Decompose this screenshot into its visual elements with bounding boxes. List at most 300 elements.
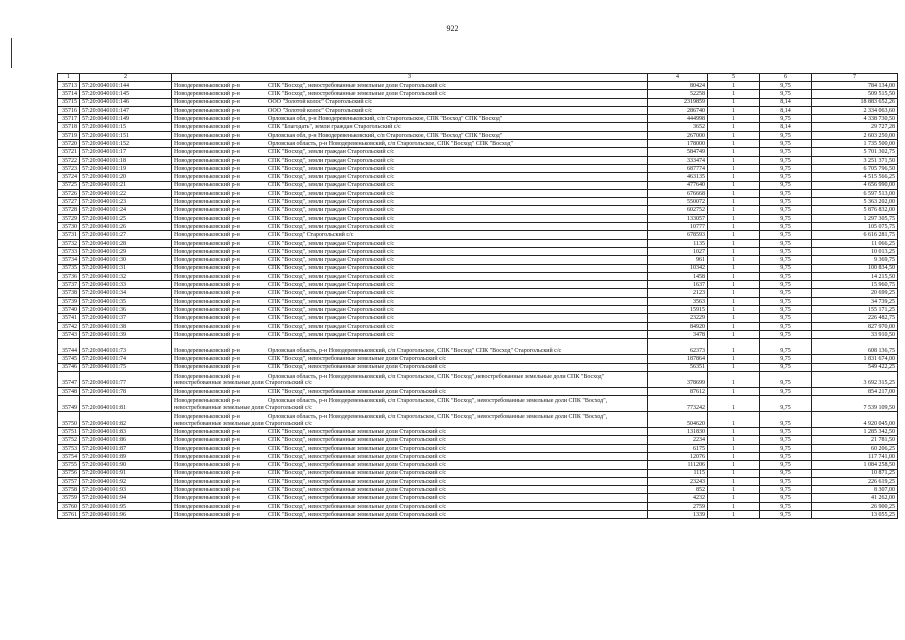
land-description: СПК "Восход", невостребованные земельные доли Старогольский с/с	[268, 453, 447, 460]
location-description	[172, 452, 648, 460]
land-description: СПК "Восход", земли граждан Старогольский с/с	[268, 215, 395, 222]
cadastral-number: 57:20:0040101:27	[80, 231, 172, 239]
location-description	[172, 428, 648, 436]
location-description	[172, 486, 648, 494]
district-name: Новодеревеньковский р-н	[174, 265, 240, 272]
quantity-value: 1	[708, 428, 760, 436]
row-number: 35748	[58, 387, 80, 395]
cadastral-number: 57:20:0040101:17	[80, 148, 172, 156]
location-description	[172, 206, 648, 214]
cadastral-number: 57:20:0040101:39	[80, 330, 172, 338]
location-description	[172, 363, 648, 371]
quantity-value: 1	[708, 387, 760, 395]
location-description	[172, 502, 648, 510]
land-description: СПК "Восход", земли граждан Старогольский с/с	[268, 165, 395, 172]
row-number: 35731	[58, 231, 80, 239]
rate-value: 9,75	[760, 371, 812, 387]
quantity-value: 1	[708, 396, 760, 412]
rate-value: 9,75	[760, 181, 812, 189]
land-description: СПК "Восход", земли граждан Старогольский с/с	[268, 282, 395, 289]
rate-value: 9,75	[760, 247, 812, 255]
sum-value: 26 900,25	[812, 502, 898, 510]
cadastral-number: 57:20:0040101:86	[80, 436, 172, 444]
row-number: 35729	[58, 214, 80, 222]
quantity-value: 1	[708, 511, 760, 519]
rate-value: 9,75	[760, 173, 812, 181]
location-description	[172, 355, 648, 363]
land-description: СПК "Восход", земли граждан Старогольский с/с	[268, 149, 395, 156]
rate-value: 9,75	[760, 189, 812, 197]
row-number: 35728	[58, 206, 80, 214]
rate-value: 9,75	[760, 148, 812, 156]
quantity-value: 1	[708, 322, 760, 330]
sum-value: 3 692 315,25	[812, 371, 898, 387]
area-value: 84920	[648, 322, 708, 330]
area-value: 504620	[648, 412, 708, 428]
rate-value: 9,75	[760, 469, 812, 477]
quantity-value: 1	[708, 115, 760, 123]
location-description	[172, 140, 648, 148]
table-row	[58, 444, 898, 452]
sum-value: 2 603 250,00	[812, 131, 898, 139]
sum-value: 13 055,25	[812, 511, 898, 519]
area-value: 477640	[648, 181, 708, 189]
district-name: Новодеревеньковский р-н	[174, 331, 240, 338]
land-description: ООО "Золотой колос" Старогольский с/с	[268, 107, 373, 114]
cadastral-number: 57:20:0040101:32	[80, 272, 172, 280]
row-number: 35723	[58, 164, 80, 172]
cadastral-number: 57:20:0040101:96	[80, 511, 172, 519]
sum-value: 5 876 832,00	[812, 206, 898, 214]
cadastral-number: 57:20:0040101:144	[80, 82, 172, 90]
sum-value: 7 539 109,50	[812, 396, 898, 412]
row-number: 35746	[58, 363, 80, 371]
table-row	[58, 247, 898, 255]
land-description: СПК "Восход", земли граждан Старогольский с/с	[268, 290, 395, 297]
table-row	[58, 494, 898, 502]
location-description	[172, 387, 648, 395]
rate-value: 9,75	[760, 272, 812, 280]
quantity-value: 1	[708, 239, 760, 247]
land-description: ООО "Золотой колос" Старогольский с/с	[268, 99, 373, 106]
row-number: 35714	[58, 90, 80, 98]
land-description: Орловская область, р-н Новодеревеньковский, с/п Старогольское, СПК "Восход", невостребованные земельные доли СПК "Восход", невостребованные земельные доли Старогольский с/с	[174, 398, 608, 411]
row-number: 35724	[58, 173, 80, 181]
district-name: Новодеревеньковский р-н	[174, 495, 240, 502]
quantity-value: 1	[708, 355, 760, 363]
district-name: Новодеревеньковский р-н	[174, 190, 240, 197]
sum-value: 1 297 305,75	[812, 214, 898, 222]
quantity-value: 1	[708, 477, 760, 485]
row-number: 35734	[58, 256, 80, 264]
row-number: 35717	[58, 115, 80, 123]
district-name: Новодеревеньковский р-н	[174, 356, 240, 363]
sum-value: 21 781,50	[812, 436, 898, 444]
table-row	[58, 223, 898, 231]
cadastral-number: 57:20:0040101:146	[80, 98, 172, 106]
land-description: СПК "Восход", невостребованные земельные доли Старогольский с/с	[268, 91, 447, 98]
quantity-value: 1	[708, 264, 760, 272]
row-number: 35737	[58, 281, 80, 289]
cadastral-number: 57:20:0040101:145	[80, 90, 172, 98]
sum-value: 854 217,00	[812, 387, 898, 395]
area-value: 773242	[648, 396, 708, 412]
cadastral-number: 57:20:0040101:149	[80, 115, 172, 123]
cadastral-number: 57:20:0040101:18	[80, 156, 172, 164]
sum-value: 33 910,50	[812, 330, 898, 338]
row-number: 35739	[58, 297, 80, 305]
table-row	[58, 214, 898, 222]
page-number: 922	[446, 24, 459, 33]
quantity-value: 1	[708, 140, 760, 148]
area-value: 133057	[648, 214, 708, 222]
sum-value: 5 701 302,75	[812, 148, 898, 156]
quantity-value: 1	[708, 363, 760, 371]
sum-value: 60 206,25	[812, 444, 898, 452]
location-description	[172, 223, 648, 231]
quantity-value: 1	[708, 98, 760, 106]
quantity-value: 1	[708, 156, 760, 164]
quantity-value: 1	[708, 247, 760, 255]
sum-value: 4 515 566,25	[812, 173, 898, 181]
table-row	[58, 297, 898, 305]
quantity-value: 1	[708, 494, 760, 502]
area-value: 378699	[648, 371, 708, 387]
sum-value: 15 960,75	[812, 281, 898, 289]
table-row	[58, 189, 898, 197]
area-value: 678593	[648, 231, 708, 239]
table-row	[58, 396, 898, 412]
cadastral-number: 57:20:0040101:31	[80, 264, 172, 272]
rate-value: 9,75	[760, 477, 812, 485]
quantity-value: 1	[708, 486, 760, 494]
rate-value: 9,75	[760, 214, 812, 222]
quantity-value: 1	[708, 223, 760, 231]
rate-value: 9,75	[760, 502, 812, 510]
cadastral-number: 57:20:0040101:28	[80, 239, 172, 247]
column-header: 6	[760, 74, 812, 82]
rate-value: 9,75	[760, 82, 812, 90]
location-description	[172, 181, 648, 189]
cadastral-number: 57:20:0040101:75	[80, 363, 172, 371]
area-value: 286740	[648, 106, 708, 114]
rate-value: 9,75	[760, 231, 812, 239]
table-row	[58, 115, 898, 123]
location-description	[172, 98, 648, 106]
row-number: 35742	[58, 322, 80, 330]
row-number: 35756	[58, 469, 80, 477]
sum-value: 100 834,50	[812, 264, 898, 272]
rate-value: 9,75	[760, 486, 812, 494]
row-number: 35719	[58, 131, 80, 139]
table-row	[58, 339, 898, 355]
row-number: 35715	[58, 98, 80, 106]
sum-value: 1 735 500,00	[812, 140, 898, 148]
table-row	[58, 198, 898, 206]
area-value: 584749	[648, 148, 708, 156]
area-value: 267000	[648, 131, 708, 139]
land-description: СПК "Восход", земли граждан Старогольский с/с	[268, 298, 395, 305]
area-value: 961	[648, 256, 708, 264]
cadastral-number: 57:20:0040101:19	[80, 164, 172, 172]
sum-value: 105 075,75	[812, 223, 898, 231]
land-description: СПК "Восход", невостребованные земельные доли Старогольский с/с	[268, 364, 447, 371]
area-value: 1458	[648, 272, 708, 280]
quantity-value: 1	[708, 214, 760, 222]
rate-value: 9,75	[760, 444, 812, 452]
district-name: Новодеревеньковский р-н	[174, 232, 240, 239]
location-description	[172, 461, 648, 469]
row-number: 35733	[58, 247, 80, 255]
area-value: 2123	[648, 289, 708, 297]
location-description	[172, 339, 648, 355]
table-row	[58, 314, 898, 322]
district-name: Новодеревеньковский р-н	[174, 165, 240, 172]
rate-value: 9,75	[760, 206, 812, 214]
sum-value: 827 970,00	[812, 322, 898, 330]
district-name: Новодеревеньковский р-н	[174, 182, 240, 189]
area-value: 15915	[648, 306, 708, 314]
rate-value: 8,14	[760, 98, 812, 106]
location-description	[172, 156, 648, 164]
column-header: 7	[812, 74, 898, 82]
table-row	[58, 477, 898, 485]
table-row	[58, 231, 898, 239]
table-row	[58, 289, 898, 297]
location-description	[172, 322, 648, 330]
district-name: Новодеревеньковский р-н	[174, 116, 240, 123]
district-name: Новодеревеньковский р-н	[174, 487, 240, 494]
land-description: Орловская обл, р-н Новодеревеньковский, с/п Старогольское, СПК "Восход" СПК "Восход"	[268, 132, 503, 139]
location-description	[172, 82, 648, 90]
area-value: 111206	[648, 461, 708, 469]
land-description: СПК "Восход", земли граждан Старогольский с/с	[268, 182, 395, 189]
row-number: 35721	[58, 148, 80, 156]
cadastral-number: 57:20:0040101:95	[80, 502, 172, 510]
area-value: 23229	[648, 314, 708, 322]
location-description	[172, 239, 648, 247]
table-row	[58, 206, 898, 214]
sum-value: 8 307,00	[812, 486, 898, 494]
sum-value: 10 013,25	[812, 247, 898, 255]
land-description: СПК "Восход", невостребованные земельные доли Старогольский с/с	[268, 82, 447, 89]
district-name: Новодеревеньковский р-н	[174, 257, 240, 264]
cadastral-number: 57:20:0040101:21	[80, 181, 172, 189]
row-number: 35722	[58, 156, 80, 164]
quantity-value: 1	[708, 461, 760, 469]
row-number: 35750	[58, 412, 80, 428]
land-description: СПК "Восход", земли граждан Старогольский с/с	[268, 323, 395, 330]
sum-value: 20 699,25	[812, 289, 898, 297]
district-name: Новодеревеньковский р-н	[174, 428, 240, 435]
district-name: Новодеревеньковский р-н	[174, 248, 240, 255]
row-number: 35758	[58, 486, 80, 494]
rate-value: 9,75	[760, 140, 812, 148]
rate-value: 9,75	[760, 239, 812, 247]
sum-value: 3 251 371,50	[812, 156, 898, 164]
row-number: 35744	[58, 339, 80, 355]
cadastral-number: 57:20:0040101:22	[80, 189, 172, 197]
quantity-value: 1	[708, 181, 760, 189]
district-name: Новодеревеньковский р-н	[174, 99, 240, 106]
district-name: Новодеревеньковский р-н	[174, 273, 240, 280]
area-value: 10342	[648, 264, 708, 272]
table-row	[58, 98, 898, 106]
sum-value: 2 334 063,60	[812, 106, 898, 114]
rate-value: 9,75	[760, 115, 812, 123]
rate-value: 9,75	[760, 452, 812, 460]
rate-value: 9,75	[760, 281, 812, 289]
table-row	[58, 156, 898, 164]
rate-value: 9,75	[760, 436, 812, 444]
quantity-value: 1	[708, 272, 760, 280]
area-value: 1135	[648, 239, 708, 247]
location-description	[172, 469, 648, 477]
rate-value: 9,75	[760, 223, 812, 231]
district-name: Новодеревеньковский р-н	[174, 398, 240, 405]
area-value: 444998	[648, 115, 708, 123]
cadastral-number: 57:20:0040101:87	[80, 444, 172, 452]
district-name: Новодеревеньковский р-н	[174, 503, 240, 510]
area-value: 3563	[648, 297, 708, 305]
cadastral-number: 57:20:0040101:30	[80, 256, 172, 264]
sum-value: 784 134,00	[812, 82, 898, 90]
location-description	[172, 477, 648, 485]
cadastral-number: 57:20:0040101:34	[80, 289, 172, 297]
district-name: Новодеревеньковский р-н	[174, 140, 240, 147]
table-row	[58, 387, 898, 395]
area-value: 3478	[648, 330, 708, 338]
location-description	[172, 164, 648, 172]
sum-value: 226 619,25	[812, 477, 898, 485]
rate-value: 9,75	[760, 314, 812, 322]
location-description	[172, 330, 648, 338]
area-value: 23243	[648, 477, 708, 485]
row-number: 35755	[58, 461, 80, 469]
location-description	[172, 115, 648, 123]
quantity-value: 1	[708, 297, 760, 305]
area-value: 687774	[648, 164, 708, 172]
location-description	[172, 173, 648, 181]
land-description: Орловская область, р-н Новодеревеньковский, с/п Старогольское, СПК "Восход" СПК "Восход"	[268, 140, 513, 147]
table-row	[58, 256, 898, 264]
district-name: Новодеревеньковский р-н	[174, 282, 240, 289]
area-value: 80424	[648, 82, 708, 90]
table-row	[58, 239, 898, 247]
row-number: 35760	[58, 502, 80, 510]
table-row	[58, 363, 898, 371]
sum-value: 155 171,25	[812, 306, 898, 314]
cadastral-number: 57:20:0040101:82	[80, 412, 172, 428]
quantity-value: 1	[708, 82, 760, 90]
location-description	[172, 148, 648, 156]
district-name: Новодеревеньковский р-н	[174, 223, 240, 230]
row-number: 35761	[58, 511, 80, 519]
district-name: Новодеревеньковский р-н	[174, 290, 240, 297]
row-number: 35752	[58, 436, 80, 444]
district-name: Новодеревеньковский р-н	[174, 107, 240, 114]
cadastral-number: 57:20:0040101:25	[80, 214, 172, 222]
location-description	[172, 396, 648, 412]
sum-value: 549 422,25	[812, 363, 898, 371]
row-number: 35716	[58, 106, 80, 114]
column-header: 1	[58, 74, 80, 82]
sum-value: 18 883 652,26	[812, 98, 898, 106]
land-description: СПК "Восход", земли граждан Старогольский с/с	[268, 315, 395, 322]
table-row	[58, 123, 898, 131]
sum-value: 509 515,50	[812, 90, 898, 98]
location-description	[172, 214, 648, 222]
table-row	[58, 181, 898, 189]
table-row	[58, 106, 898, 114]
land-description: СПК "Восход", невостребованные земельные доли Старогольский с/с	[268, 445, 447, 452]
quantity-value: 1	[708, 206, 760, 214]
land-description: СПК "Восход", невостребованные земельные доли Старогольский с/с	[268, 437, 447, 444]
table-row	[58, 173, 898, 181]
rate-value: 9,75	[760, 396, 812, 412]
sum-value: 608 136,75	[812, 339, 898, 355]
area-value: 333474	[648, 156, 708, 164]
row-number: 35743	[58, 330, 80, 338]
sum-value: 4 920 045,00	[812, 412, 898, 428]
land-description: СПК "Восход" Старогольский с/с	[268, 232, 354, 239]
sum-value: 5 363 202,00	[812, 198, 898, 206]
land-description: Орловская обл, р-н Новодеревеньковский, с/п Старогольское, СПК "Восход" СПК "Восход"	[268, 116, 503, 123]
cadastral-number: 57:20:0040101:90	[80, 461, 172, 469]
sum-value: 4 656 990,00	[812, 181, 898, 189]
quantity-value: 1	[708, 256, 760, 264]
quantity-value: 1	[708, 444, 760, 452]
district-name: Новодеревеньковский р-н	[174, 132, 240, 139]
table-row	[58, 140, 898, 148]
land-description: СПК "Восход", невостребованные земельные доли Старогольский с/с	[268, 470, 447, 477]
district-name: Новодеревеньковский р-н	[174, 414, 240, 421]
cadastral-number: 57:20:0040101:38	[80, 322, 172, 330]
quantity-value: 1	[708, 412, 760, 428]
land-description: СПК "Восход", невостребованные земельные доли Старогольский с/с	[268, 388, 447, 395]
rate-value: 9,75	[760, 363, 812, 371]
rate-value: 9,75	[760, 461, 812, 469]
land-description: СПК "Восход", невостребованные земельные доли Старогольский с/с	[268, 428, 447, 435]
location-description	[172, 247, 648, 255]
table-row	[58, 82, 898, 90]
location-description	[172, 281, 648, 289]
location-description	[172, 412, 648, 428]
area-value: 602752	[648, 206, 708, 214]
district-name: Новодеревеньковский р-н	[174, 215, 240, 222]
area-value: 2759	[648, 502, 708, 510]
district-name: Новодеревеньковский р-н	[174, 470, 240, 477]
location-description	[172, 314, 648, 322]
cadastral-number: 57:20:0040101:89	[80, 452, 172, 460]
rate-value: 9,75	[760, 322, 812, 330]
location-description	[172, 436, 648, 444]
sum-value: 6 616 281,75	[812, 231, 898, 239]
row-number: 35725	[58, 181, 80, 189]
land-description: СПК "Восход", земли граждан Старогольский с/с	[268, 331, 395, 338]
rate-value: 8,14	[760, 123, 812, 131]
rate-value: 9,75	[760, 412, 812, 428]
sum-value: 1 285 342,50	[812, 428, 898, 436]
row-number: 35738	[58, 289, 80, 297]
table-row	[58, 148, 898, 156]
land-description: СПК "Восход", невостребованные земельные доли Старогольский с/с	[268, 478, 447, 485]
rate-value: 9,75	[760, 131, 812, 139]
rate-value: 9,75	[760, 156, 812, 164]
cadastral-number: 57:20:0040101:73	[80, 339, 172, 355]
cadastral-number: 57:20:0040101:20	[80, 173, 172, 181]
cadastral-number: 57:20:0040101:81	[80, 396, 172, 412]
